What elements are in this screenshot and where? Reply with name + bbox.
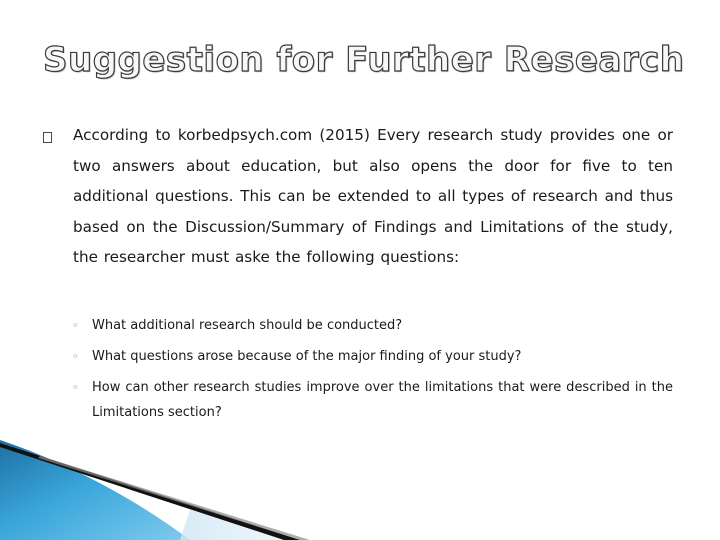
sub-bullet-item [70, 375, 673, 425]
sub-bullet-item [70, 344, 673, 369]
sub-bullet-text: What additional research should be conducted? [92, 318, 403, 333]
main-bullet-text: According to korbedpsych.com (2015) Every research study provides one or two answers about education, but also opens the door for five to ten additional questions. This can be extended to all types of research and thus based on the Discussion/Summary of Findings and Limitations of the study, the researcher must aske the following questions: [73, 126, 673, 266]
sub-bullet-list [70, 313, 673, 431]
main-bullet-point [43, 128, 673, 273]
ring-bullet-icon: ◦ [72, 350, 79, 363]
sub-bullet-item [70, 313, 673, 338]
sub-bullet-text: What questions arose because of the major finding of your study? [92, 349, 522, 364]
corner-decoration [0, 440, 720, 540]
ring-bullet-icon: ◦ [72, 381, 79, 394]
square-bullet-icon [43, 132, 52, 143]
slide-title: Suggestion for Further Research [43, 40, 685, 80]
sub-bullet-text: How can other research studies improve over the limitations that were described in the Limitations section? [92, 380, 673, 420]
ring-bullet-icon: ◦ [72, 319, 79, 332]
